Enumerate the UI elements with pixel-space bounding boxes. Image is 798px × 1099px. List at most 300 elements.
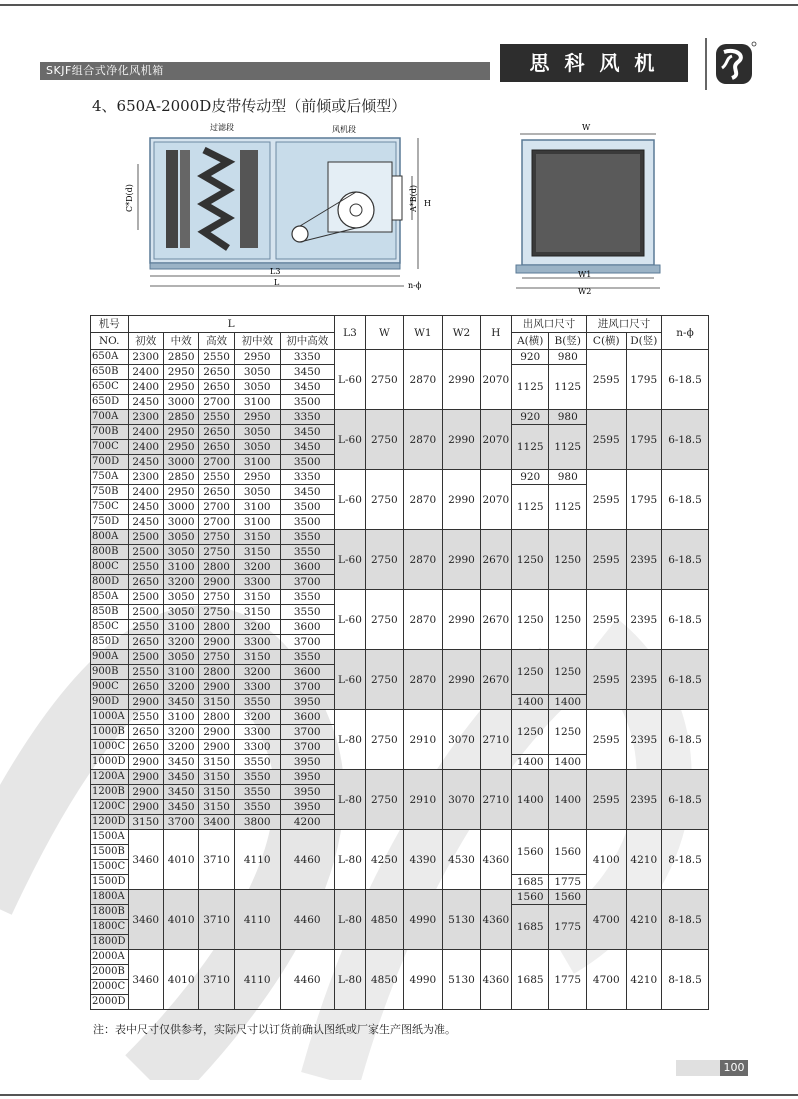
length-cell: 2450 [128,455,163,470]
length-cell: 3150 [234,650,280,665]
length-cell: 2950 [163,380,198,395]
length-cell: 3000 [163,515,198,530]
model-cell: 800B [91,545,129,560]
h-cell: 4360 [480,890,511,950]
length-cell: 3600 [280,665,334,680]
length-cell: 3450 [163,785,198,800]
outlet-b-cell: 1125 [549,425,587,470]
outlet-a-cell: 1125 [511,485,549,530]
length-cell: 3450 [280,365,334,380]
length-cell: 3600 [280,560,334,575]
model-cell: 700D [91,455,129,470]
header-a: A(横) [511,333,549,350]
length-cell: 2500 [128,545,163,560]
model-cell: 700A [91,410,129,425]
w2-cell: 2990 [443,350,481,410]
w2-cell: 2990 [443,530,481,590]
l3-cell: L-60 [334,470,365,530]
length-cell: 2950 [234,410,280,425]
w-cell: 4850 [366,890,404,950]
table-row [91,770,709,785]
length-cell: 2750 [199,530,234,545]
length-cell: 3000 [163,395,198,410]
model-cell: 1800D [91,935,129,950]
h-cell: 2670 [480,530,511,590]
w-cell: 2750 [366,590,404,650]
length-cell: 3200 [163,635,198,650]
length-cell: 3460 [128,830,163,890]
length-cell: 3550 [234,755,280,770]
outlet-a-cell: 1400 [511,695,549,710]
length-cell: 3550 [280,650,334,665]
n-phi-cell: 6-18.5 [662,770,709,830]
length-cell: 3700 [280,680,334,695]
l3-cell: L-60 [334,590,365,650]
length-cell: 3150 [234,605,280,620]
model-cell: 650A [91,350,129,365]
outlet-b-cell: 1250 [549,710,587,755]
length-cell: 2800 [199,710,234,725]
length-cell: 2850 [163,410,198,425]
w1-cell: 4990 [403,890,443,950]
w2-cell: 4530 [443,830,481,890]
length-cell: 2800 [199,560,234,575]
top-rule [0,4,798,6]
length-cell: 3050 [163,530,198,545]
series-title: SKJF组合式净化风机箱 [46,64,164,77]
w-cell: 2750 [366,770,404,830]
length-cell: 3200 [234,560,280,575]
inlet-c-cell: 2595 [586,590,626,650]
length-cell: 2500 [128,590,163,605]
length-cell: 2700 [199,395,234,410]
length-cell: 2750 [199,605,234,620]
model-cell: 850D [91,635,129,650]
length-cell: 4200 [280,815,334,830]
length-cell: 3000 [163,500,198,515]
inlet-d-cell: 2395 [626,530,661,590]
length-cell: 3300 [234,680,280,695]
inlet-c-cell: 4100 [586,830,626,890]
length-cell: 2900 [199,575,234,590]
length-cell: 3100 [234,395,280,410]
header-l: L [128,316,334,333]
length-cell: 3700 [163,815,198,830]
n-phi-cell: 8-18.5 [662,890,709,950]
length-cell: 3300 [234,635,280,650]
length-cell: 2800 [199,620,234,635]
length-cell: 3200 [163,740,198,755]
outlet-a-cell: 1560 [511,830,549,875]
length-cell: 3200 [163,575,198,590]
length-cell: 2850 [163,350,198,365]
footnote: 注：表中尺寸仅供参考，实际尺寸以订货前确认图纸或厂家生产图纸为准。 [93,1023,456,1036]
l3-cell: L-60 [334,410,365,470]
length-cell: 3200 [234,620,280,635]
n-phi-cell: 8-18.5 [662,830,709,890]
length-cell: 2900 [128,770,163,785]
length-cell: 3050 [163,605,198,620]
header-b: B(竖) [549,333,587,350]
length-cell: 3050 [163,650,198,665]
w-cell: 4250 [366,830,404,890]
outlet-a-cell: 920 [511,410,549,425]
length-cell: 2650 [128,740,163,755]
model-cell: 800C [91,560,129,575]
model-cell: 900A [91,650,129,665]
length-cell: 3710 [199,950,234,1010]
length-cell: 2900 [128,695,163,710]
length-cell: 2950 [234,350,280,365]
length-cell: 3050 [234,365,280,380]
outlet-a-cell: 1125 [511,425,549,470]
inlet-d-cell: 2395 [626,650,661,710]
length-cell: 2500 [128,650,163,665]
length-cell: 3700 [280,725,334,740]
inlet-d-cell: 4210 [626,890,661,950]
outlet-b-cell: 980 [549,470,587,485]
length-cell: 3200 [234,710,280,725]
length-cell: 2550 [128,665,163,680]
h-cell: 4360 [480,950,511,1010]
inlet-c-cell: 2595 [586,470,626,530]
length-cell: 2950 [163,440,198,455]
length-cell: 3550 [280,545,334,560]
length-cell: 3150 [234,545,280,560]
inlet-c-cell: 2595 [586,770,626,830]
length-cell: 3450 [280,485,334,500]
n-phi-dimension: n-ϕ [408,281,422,290]
outlet-a-cell: 920 [511,350,549,365]
w1-cell: 2870 [403,350,443,410]
length-cell: 3350 [280,410,334,425]
outlet-b-cell: 1250 [549,590,587,650]
l3-cell: L-60 [334,350,365,410]
outlet-b-cell: 1560 [549,890,587,905]
w1-cell: 2870 [403,470,443,530]
header-w1: W1 [403,316,443,350]
w-dimension: W [582,123,591,132]
header-outlet: 出风口尺寸 [511,316,586,333]
header-high: 高效 [199,333,234,350]
outlet-b-cell: 1400 [549,755,587,770]
table-row [91,890,709,905]
outlet-b-cell: 1400 [549,770,587,830]
l3-cell: L-80 [334,830,365,890]
length-cell: 3450 [163,800,198,815]
l3-cell: L-80 [334,770,365,830]
length-cell: 3050 [234,440,280,455]
h-dimension: H [424,199,431,208]
model-cell: 800A [91,530,129,545]
l3-cell: L-80 [334,950,365,1010]
length-cell: 3600 [280,710,334,725]
length-cell: 2550 [128,620,163,635]
w-cell: 2750 [366,470,404,530]
length-cell: 3950 [280,785,334,800]
inlet-d-cell: 2395 [626,710,661,770]
table-row [91,350,709,365]
w1-cell: 2910 [403,710,443,770]
length-cell: 3700 [280,740,334,755]
inlet-c-cell: 2595 [586,710,626,770]
length-cell: 2950 [234,470,280,485]
length-cell: 2950 [163,365,198,380]
n-phi-cell: 6-18.5 [662,470,709,530]
inlet-d-cell: 2395 [626,590,661,650]
n-phi-cell: 6-18.5 [662,590,709,650]
model-cell: 900B [91,665,129,680]
w1-cell: 4990 [403,950,443,1010]
model-cell: 1500B [91,845,129,860]
table-row [91,410,709,425]
outlet-a-cell: 1685 [511,950,549,1010]
length-cell: 3050 [234,425,280,440]
model-cell: 1200D [91,815,129,830]
length-cell: 3100 [163,560,198,575]
length-cell: 2550 [128,710,163,725]
length-cell: 4010 [163,890,198,950]
w2-dimension: W2 [578,287,592,295]
length-cell: 4460 [280,950,334,1010]
length-cell: 4010 [163,830,198,890]
length-cell: 2900 [199,725,234,740]
header-h: H [480,316,511,350]
h-cell: 2070 [480,470,511,530]
outlet-b-cell: 1775 [549,875,587,890]
section-title: 4、650A-2000D皮带传动型（前倾或后倾型） [92,97,407,115]
h-cell: 2670 [480,590,511,650]
n-phi-cell: 6-18.5 [662,530,709,590]
inlet-d-cell: 1795 [626,410,661,470]
model-cell: 1500D [91,875,129,890]
length-cell: 3350 [280,350,334,365]
inlet-c-cell: 2595 [586,410,626,470]
model-cell: 1500C [91,860,129,875]
length-cell: 2400 [128,440,163,455]
outlet-a-cell: 1685 [511,875,549,890]
length-cell: 3050 [234,380,280,395]
model-cell: 1000C [91,740,129,755]
outlet-a-cell: 1125 [511,365,549,410]
length-cell: 2300 [128,470,163,485]
header-primary: 初效 [128,333,163,350]
length-cell: 2800 [199,665,234,680]
header-n-phi: n-ϕ [662,316,709,350]
outlet-b-cell: 1250 [549,650,587,695]
length-cell: 3550 [234,695,280,710]
inlet-c-cell: 2595 [586,650,626,710]
length-cell: 4460 [280,890,334,950]
length-cell: 2400 [128,485,163,500]
table-row [91,590,709,605]
length-cell: 3460 [128,950,163,1010]
outlet-a-cell: 1560 [511,890,549,905]
outlet-b-cell: 1125 [549,365,587,410]
h-cell: 2070 [480,410,511,470]
length-cell: 3450 [163,695,198,710]
length-cell: 2650 [128,575,163,590]
length-cell: 2950 [163,425,198,440]
outlet-b-cell: 1400 [549,695,587,710]
l3-dimension: L3 [270,267,281,276]
n-phi-cell: 6-18.5 [662,350,709,410]
outlet-a-cell: 1400 [511,770,549,830]
w1-cell: 2870 [403,410,443,470]
model-cell: 1200B [91,785,129,800]
ab-dimension: A*B(d) [409,184,418,212]
header-c: C(横) [586,333,626,350]
l3-cell: L-80 [334,890,365,950]
length-cell: 3550 [234,800,280,815]
header-w2: W2 [443,316,481,350]
header-primary-medium-high: 初中高效 [280,333,334,350]
inlet-c-cell: 2595 [586,530,626,590]
outlet-b-cell: 1775 [549,905,587,950]
header-inlet: 进风口尺寸 [586,316,661,333]
header-d: D(竖) [626,333,661,350]
length-cell: 3800 [234,815,280,830]
length-cell: 3150 [234,530,280,545]
model-cell: 1500A [91,830,129,845]
length-cell: 4010 [163,950,198,1010]
length-cell: 4110 [234,950,280,1010]
w2-cell: 2990 [443,650,481,710]
model-cell: 850A [91,590,129,605]
length-cell: 3200 [163,725,198,740]
length-cell: 2650 [128,725,163,740]
outlet-b-cell: 1560 [549,830,587,875]
model-cell: 650D [91,395,129,410]
model-cell: 900C [91,680,129,695]
length-cell: 3950 [280,755,334,770]
length-cell: 2700 [199,515,234,530]
spec-table [90,315,709,1010]
n-phi-cell: 6-18.5 [662,710,709,770]
side-view-drawing [118,120,438,295]
length-cell: 3700 [280,575,334,590]
table-row [91,830,709,845]
length-cell: 4110 [234,890,280,950]
model-cell: 750B [91,485,129,500]
length-cell: 3600 [280,620,334,635]
length-cell: 2650 [128,635,163,650]
length-cell: 3450 [280,380,334,395]
length-cell: 3500 [280,395,334,410]
length-cell: 2550 [199,410,234,425]
n-phi-cell: 8-18.5 [662,950,709,1010]
n-phi-cell: 6-18.5 [662,410,709,470]
model-cell: 850C [91,620,129,635]
model-cell: 2000D [91,995,129,1010]
h-cell: 2070 [480,350,511,410]
length-cell: 3400 [199,815,234,830]
model-cell: 650C [91,380,129,395]
length-cell: 3450 [163,770,198,785]
w2-cell: 5130 [443,890,481,950]
length-cell: 2500 [128,530,163,545]
w1-cell: 2870 [403,530,443,590]
table-row [91,470,709,485]
h-cell: 2710 [480,710,511,770]
length-cell: 2750 [199,590,234,605]
inlet-d-cell: 1795 [626,470,661,530]
h-cell: 2670 [480,650,511,710]
model-cell: 750D [91,515,129,530]
length-cell: 3500 [280,500,334,515]
brand-name: 思 科 风 机 [529,51,659,75]
inlet-d-cell: 4210 [626,950,661,1010]
length-cell: 3200 [234,665,280,680]
length-cell: 3200 [163,680,198,695]
inlet-d-cell: 4210 [626,830,661,890]
length-cell: 3100 [163,665,198,680]
length-cell: 2450 [128,500,163,515]
length-cell: 3450 [280,440,334,455]
length-cell: 2900 [128,800,163,815]
model-cell: 650B [91,365,129,380]
length-cell: 3150 [234,590,280,605]
length-cell: 3300 [234,725,280,740]
outlet-a-cell: 920 [511,470,549,485]
length-cell: 3100 [163,710,198,725]
outlet-b-cell: 1250 [549,530,587,590]
length-cell: 3950 [280,800,334,815]
header-l3: L3 [334,316,365,350]
length-cell: 3460 [128,890,163,950]
h-cell: 4360 [480,830,511,890]
model-cell: 800D [91,575,129,590]
fan-section-label: 风机段 [332,125,356,134]
length-cell: 2900 [199,635,234,650]
w2-cell: 2990 [443,590,481,650]
outlet-a-cell: 1250 [511,710,549,755]
length-cell: 3100 [234,500,280,515]
outlet-a-cell: 1685 [511,905,549,950]
length-cell: 2650 [128,680,163,695]
length-cell: 2650 [199,485,234,500]
w1-cell: 4390 [403,830,443,890]
brand-logo [702,38,758,90]
model-cell: 1200A [91,770,129,785]
length-cell: 2850 [163,470,198,485]
length-cell: 2400 [128,380,163,395]
length-cell: 3550 [280,590,334,605]
model-cell: 2000C [91,980,129,995]
model-cell: 2000A [91,950,129,965]
w1-cell: 2870 [403,650,443,710]
inlet-c-cell: 4700 [586,890,626,950]
length-cell: 3450 [163,755,198,770]
model-cell: 700B [91,425,129,440]
l-dimension: L [274,278,280,287]
l3-cell: L-80 [334,710,365,770]
w1-cell: 2870 [403,590,443,650]
length-cell: 2500 [128,605,163,620]
length-cell: 3550 [280,530,334,545]
header-model: 机号 [91,316,129,333]
table-row [91,710,709,725]
length-cell: 2550 [128,560,163,575]
w2-cell: 3070 [443,710,481,770]
outlet-b-cell: 1125 [549,485,587,530]
length-cell: 3500 [280,455,334,470]
length-cell: 2650 [199,365,234,380]
model-cell: 1200C [91,800,129,815]
length-cell: 2750 [199,545,234,560]
length-cell: 3050 [234,485,280,500]
length-cell: 3950 [280,770,334,785]
